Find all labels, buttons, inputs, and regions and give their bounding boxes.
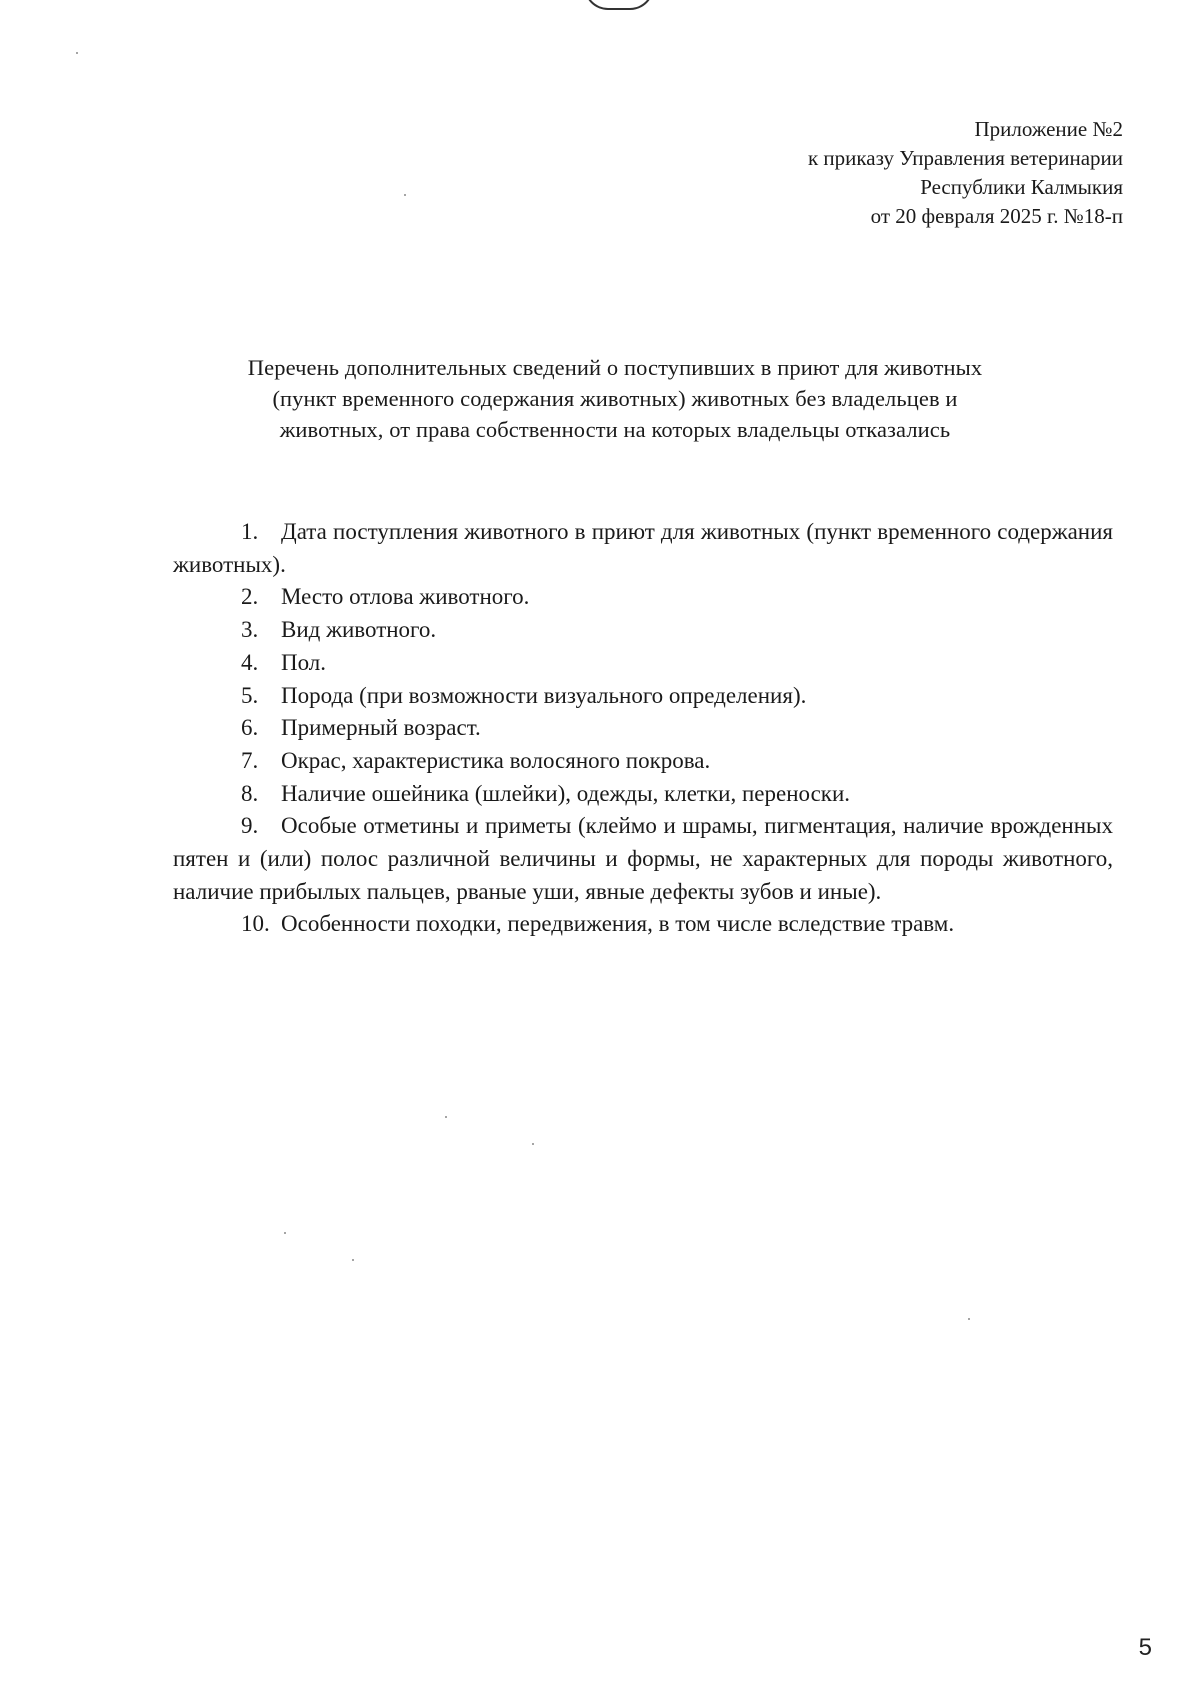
items-list xyxy=(173,516,1113,941)
list-item xyxy=(173,647,1113,680)
item-text: Особенности походки, передвижения, в том числе вследствие травм. xyxy=(281,911,955,937)
appendix-number: Приложение №2 xyxy=(974,117,1123,141)
list-item xyxy=(173,745,1113,778)
scan-speck xyxy=(284,1232,286,1234)
item-text: Место отлова животного. xyxy=(281,584,530,610)
scan-speck xyxy=(352,1259,354,1261)
item-text: Порода (при возможности визуального определения). xyxy=(281,682,807,708)
appendix-header xyxy=(808,115,1123,231)
title-line-1: Перечень дополнительных сведений о поступивших в приют для животных xyxy=(247,355,983,380)
item-number: 8. xyxy=(241,780,259,806)
title-line-2: (пункт временного содержания животных) животных без владельцев и xyxy=(272,386,958,411)
list-item xyxy=(173,712,1113,745)
item-number: 6. xyxy=(241,715,259,741)
list-item xyxy=(173,778,1113,811)
item-number: 9. xyxy=(241,813,259,839)
list-item xyxy=(173,581,1113,614)
scan-speck xyxy=(404,194,406,196)
item-number: 4. xyxy=(241,649,259,675)
item-number: 2. xyxy=(241,584,259,610)
list-item xyxy=(173,516,1113,581)
item-text: Окрас, характеристика волосяного покрова. xyxy=(281,747,711,773)
list-item xyxy=(173,680,1113,713)
scan-speck xyxy=(445,1116,447,1118)
scan-speck xyxy=(532,1143,534,1145)
item-text: Примерный возраст. xyxy=(281,715,481,741)
scan-speck xyxy=(968,1318,970,1320)
list-item xyxy=(173,908,1113,941)
item-number: 1. xyxy=(241,519,259,544)
item-number: 10. xyxy=(241,911,270,937)
title-line-3: животных, от права собственности на которых владельцы отказались xyxy=(279,417,951,442)
scan-mark-arc xyxy=(584,0,654,10)
list-item xyxy=(173,614,1113,647)
item-number: 7. xyxy=(241,747,259,773)
item-text: Дата поступления животного в приют для животных (пункт временного содержания животных). xyxy=(173,519,1113,577)
document-title xyxy=(120,352,1110,445)
scan-speck xyxy=(76,52,78,54)
item-text: Пол. xyxy=(281,649,327,675)
appendix-order-line: к приказу Управления ветеринарии xyxy=(807,146,1123,170)
page-number: 5 xyxy=(1138,1634,1152,1661)
item-number: 5. xyxy=(241,682,259,708)
item-text: Вид животного. xyxy=(281,617,437,643)
appendix-date: от 20 февраля 2025 г. №18-п xyxy=(870,204,1123,228)
item-text: Наличие ошейника (шлейки), одежды, клетки, переноски. xyxy=(281,780,851,806)
appendix-region: Республики Калмыкия xyxy=(920,175,1123,199)
item-number: 3. xyxy=(241,617,259,643)
list-item xyxy=(173,810,1113,908)
item-text: Особые отметины и приметы (клеймо и шрамы, пигментация, наличие врожденных пятен и (или) полос различной величины и формы, не характерных для породы животного, наличие прибылых пальцев, рваные уши, явные дефекты зубов и иные). xyxy=(173,813,1113,904)
